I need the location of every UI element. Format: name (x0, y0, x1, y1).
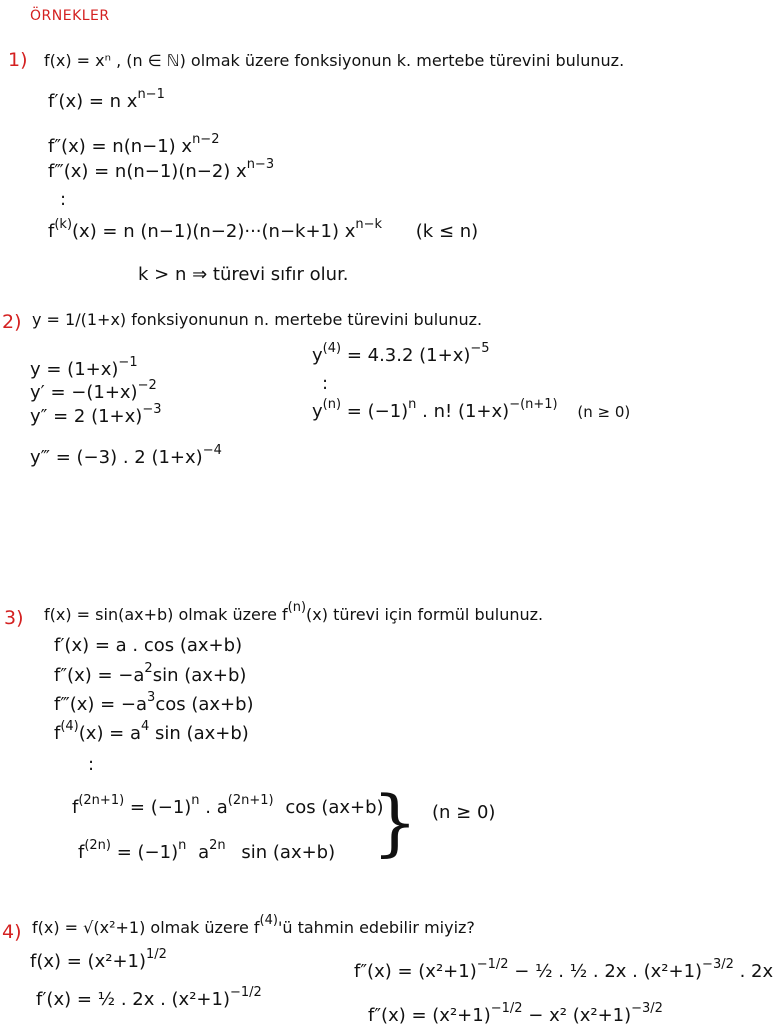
ex1-line-k: $f^{(k)}(x) = n$ (n−1)(n−2)···(n−k+1) $x^{n-k}$ (k ≤ n) (48, 217, 479, 242)
example-3-statement: f(x) = sin(ax+b) olmak üzere $f^{(n)}(x)$ türevi için formül bulunuz. (44, 600, 544, 624)
ex1-ellipsis: : (60, 189, 67, 210)
ex2-line-1: $y = (1+x)^{-1}$ (30, 355, 138, 380)
ex1-line-1: f′(x) = n $x^{n-1}$ (48, 87, 165, 112)
ex3-line-2: $f''(x) = -a^2\sin$ (ax+b) (54, 661, 247, 686)
example-2-statement: y = 1/(1+x) fonksiyonunun n. mertebe türevini bulunuz. (32, 310, 483, 329)
example-1-statement: f(x) = xⁿ , (n ∈ ℕ) olmak üzere fonksiyonun k. mertebe türevini bulunuz. (44, 51, 625, 70)
ex2-line-4: y‴ = (−3) . 2 $(1+x)^{-4}$ (30, 443, 222, 468)
example-4-statement: f(x) = √(x²+1) olmak üzere $f^{(4)}'ü$ tahmin edebilir miyiz? (32, 913, 475, 937)
ex3-line-4: $f^{(4)}(x) = a^4$ sin (ax+b) (54, 719, 249, 744)
ex4-line-4: $f''(x) = (x^2+1)^{-1/2} - x^2$ $(x^2+1)^{-3/2}$ (368, 1001, 663, 1026)
ex3-brace: } (372, 780, 418, 864)
ex1-line-2: f″(x) = n(n−1) $x^{n-2}$ (48, 132, 220, 157)
heading: ÖRNEKLER (30, 8, 110, 24)
example-1-number: 1) (8, 49, 28, 71)
ex4-line-3: $f''(x) = (x^2+1)^{-1/2}$ − ½ . ½ . 2x . $(x^2+1)^{-3/2}$ . 2x (354, 957, 773, 982)
ex3-ellipsis: : (88, 754, 95, 775)
ex4-line-1: $f(x) = (x^2+1)^{1/2}$ (30, 947, 167, 972)
ex1-line-3: f‴(x) = n(n−1)(n−2) $x^{n-3}$ (48, 157, 275, 182)
ex1-conclusion: k > n ⇒ türevi sıfır olur. (138, 264, 349, 285)
ex4-line-2: f′(x) = ½ . 2x . $(x^2+1)^{-1/2}$ (36, 985, 262, 1010)
ex2-line-n: $y^{(n)} = (-1)^n$ . n! $(1+x)^{-(n+1)}$ (n ≥ 0) (312, 397, 631, 422)
ex3-line-1: f′(x) = a . cos (ax+b) (54, 635, 243, 656)
example-2-number: 2) (2, 311, 22, 333)
ex3-even-formula: $f^{(2n)} = (-1)^n$ $a^{2n}$ sin (ax+b) (78, 838, 336, 863)
ex3-odd-formula: $f^{(2n+1)} = (-1)^n$ . $a^{(2n+1)}$ cos (ax+b) (72, 793, 384, 818)
ex2-ellipsis: : (322, 373, 329, 394)
ex3-line-3: f‴(x) = $-a^3\cos$ (ax+b) (54, 690, 254, 715)
example-4-number: 4) (2, 921, 22, 943)
ex2-line-3: y″ = 2 $(1+x)^{-3}$ (30, 402, 162, 427)
ex2-line-2: $y' = -(1+x)^{-2}$ (30, 378, 157, 403)
ex2-line-5: $y^{(4)} = 4.3.2$ $(1+x)^{-5}$ (312, 341, 490, 366)
example-3-number: 3) (4, 607, 24, 629)
ex3-condition: (n ≥ 0) (432, 802, 496, 823)
